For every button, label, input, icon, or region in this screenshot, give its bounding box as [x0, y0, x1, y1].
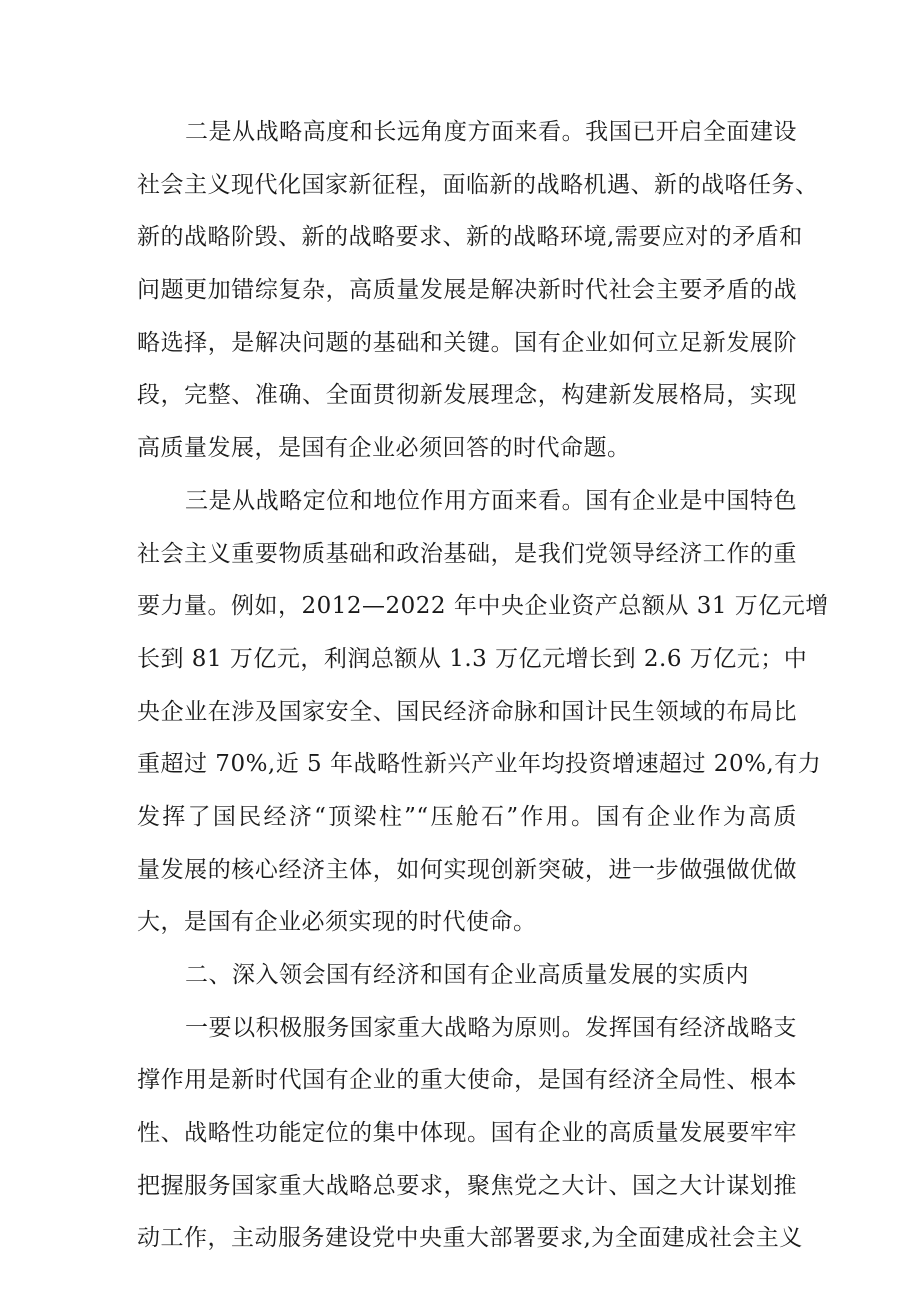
text-line: 量发展的核心经济主体，如何实现创新突破，进一步做强做优做	[137, 856, 797, 883]
section-heading-text: 二、深入领会国有经济和国有企业高质量发展的实质内	[185, 962, 749, 988]
paragraph-serve-national-strategy	[137, 1002, 803, 1265]
text-line: 高质量发展，是国有企业必须回答的时代命题。	[137, 435, 631, 462]
text-line: 三是从战略定位和地位作用方面来看。国有企业是中国特色	[185, 487, 797, 514]
text-line: 问题更加错综复杂，高质量发展是解决新时代社会主要矛盾的战	[137, 277, 797, 304]
text-line: 把握服务国家重大战略总要求，聚焦党之大计、国之大计谋划推	[137, 1172, 797, 1199]
text-line: 段，完整、准确、全面贯彻新发展理念，构建新发展格局，实现	[137, 382, 797, 409]
paragraph-strategic-height	[137, 106, 819, 475]
document-body	[137, 106, 829, 1265]
text-line: 要力量。例如，2012—2022 年中央企业资产总额从 31 万亿元增	[137, 593, 829, 620]
text-line: 央企业在涉及国家安全、国民经济命脉和国计民生领域的布局比	[137, 698, 797, 725]
text-line: 撑作用是新时代国有企业的重大使命，是国有经济全局性、根本	[137, 1067, 797, 1094]
text-line: 社会主义现代化国家新征程，面临新的战略机遇、新的战咯任务、	[137, 171, 819, 198]
text-line: 社会主义重要物质基础和政治基础，是我们党领导经济工作的重	[137, 540, 797, 567]
text-line: 长到 81 万亿元，利润总额从 1.3 万亿元增长到 2.6 万亿元；中	[137, 645, 808, 672]
text-line: 二是从战略高度和长远角度方面来看。我国已开启全面建设	[185, 119, 797, 145]
section-heading	[137, 949, 797, 1002]
paragraph-strategic-position	[137, 475, 829, 949]
text-line: 重超过 70%,近 5 年战略性新兴产业年均投资增速超过 20%,有力	[137, 751, 822, 778]
text-line: 一要以积极服务国家重大战略为原则。发挥国有经济战略支	[185, 1014, 797, 1041]
text-line: 新的战略阶毁、新的战略要求、新的战略环境,需要应对的矛盾和	[137, 224, 803, 251]
text-line: 动工作，主动服务建设党中央重大部署要求,为全面建成社会主义	[137, 1225, 803, 1252]
text-line: 略选择，是解决问题的基础和关键。国有企业如何立足新发展阶	[137, 329, 797, 356]
text-line: 大，是国有企业必须实现的时代使命。	[137, 909, 537, 936]
text-line: 发挥了国民经济“顶梁柱”“压舱石”作用。国有企业作为高质	[137, 803, 797, 830]
text-line: 性、战略性功能定位的集中体现。国有企业的高质量发展要牢牢	[137, 1120, 797, 1147]
